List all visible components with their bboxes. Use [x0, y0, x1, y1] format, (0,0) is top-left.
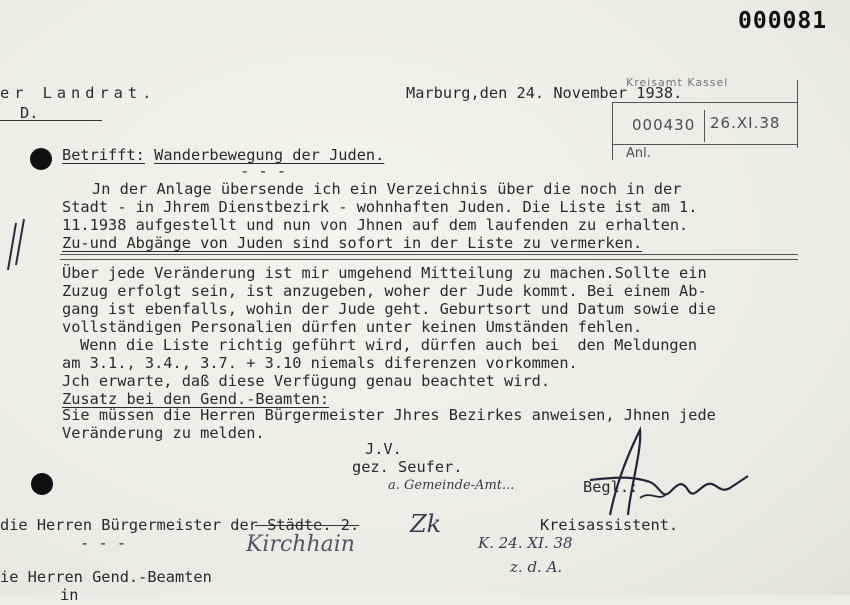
signature-jv: J.V. — [365, 440, 402, 458]
handwritten-date-note: K. 24. XI. 38 — [478, 534, 573, 552]
receipt-stamp — [612, 74, 800, 162]
separator-double-rule — [60, 254, 798, 260]
body-line-3: 11.1938 aufgestellt und nun von Jhnen auf dem laufenden zu erhalten. — [62, 216, 689, 234]
subject-label: Betrifft: — [62, 146, 145, 164]
subject-text: Wanderbewegung der Juden. — [154, 146, 385, 164]
body-line-7: gang ist ebenfalls, wohin der Jude geht. Geburtsort und Datum sowie die — [62, 300, 716, 318]
body-line-5: Über jede Veränderung ist mir umgehend Mitteilung zu machen.Sollte ein — [62, 264, 707, 282]
punch-hole-bottom — [31, 473, 53, 495]
signature-gez: gez. Seufer. — [352, 458, 463, 476]
body-line-13: Sie müssen die Herren Bürgermeister Jhres Bezirkes anweisen, Jhnen jede — [62, 406, 716, 424]
body-line-8: vollständigen Personalien dürfen unter keinen Umständen fehlen. — [62, 318, 643, 336]
body-line-4: Zu-und Abgänge von Juden sind sofort in der Liste zu vermerken. — [62, 234, 643, 252]
body-line-14: Veränderung zu melden. — [62, 424, 265, 442]
handwritten-note-signature: a. Gemeinde-Amt... — [388, 478, 515, 493]
body-line-10: am 3.1., 3.4., 3.7. + 3.10 niemals diferenzen vorkommen. — [62, 354, 578, 372]
subject-dashes: - - - — [240, 162, 287, 180]
body-line-6: Zuzug erfolgt sein, ist anzugeben, woher der Jude kommt. Bei einem Ab- — [62, 282, 707, 300]
document-number: 000081 — [738, 8, 828, 34]
body-line-9: Wenn die Liste richtig geführt wird, dürfen auch bei den Meldungen — [80, 336, 698, 354]
stamp-header: Kreisamt Kassel — [626, 76, 729, 89]
stamp-entry-date: 26.XI.38 — [710, 114, 781, 132]
strikethrough-der-staedte — [255, 525, 359, 526]
body-line-2: Stadt - in Jhrem Dienstbezirk - wohnhaften Juden. Die Liste ist am 1. — [62, 198, 698, 216]
handwritten-signature — [570, 420, 750, 530]
signature-begl: Begl.: — [583, 478, 639, 496]
handwritten-place: Kirchhain — [246, 532, 355, 557]
recipient-mayors: die Herren Bürgermeister der Städte. — [0, 516, 332, 534]
subject-line — [62, 146, 384, 165]
place-date: Marburg,den 24. November 1938. — [406, 84, 683, 102]
margin-pencil-mark — [0, 215, 30, 275]
recipient-dashes: - - - — [80, 534, 127, 552]
addendum-heading: Zusatz bei den Gend.-Beamten: — [62, 390, 330, 408]
recipient-suffix: 2. — [340, 516, 360, 534]
recipient-line-3: in — [60, 586, 79, 604]
body-line-11: Jch erwarte, daß diese Verfügung genau beachtet wird. — [62, 372, 551, 390]
punch-hole-top — [30, 148, 52, 170]
sender-line2: D. — [20, 104, 39, 122]
stamp-attachment-label: Anl. — [626, 146, 651, 161]
sender-underline — [0, 120, 102, 121]
handwritten-initial: Zk — [410, 510, 442, 538]
recipient-line-2: ie Herren Gend.-Beamten — [0, 568, 212, 586]
sender-authority: er Landrat. — [0, 84, 157, 102]
stamp-entry-number: 000430 — [632, 116, 696, 134]
signature-title: Kreisassistent. — [540, 516, 679, 534]
handwritten-file-note: z. d. A. — [510, 558, 563, 576]
body-line-1: Jn der Anlage übersende ich ein Verzeichnis über die noch in der — [92, 180, 682, 198]
